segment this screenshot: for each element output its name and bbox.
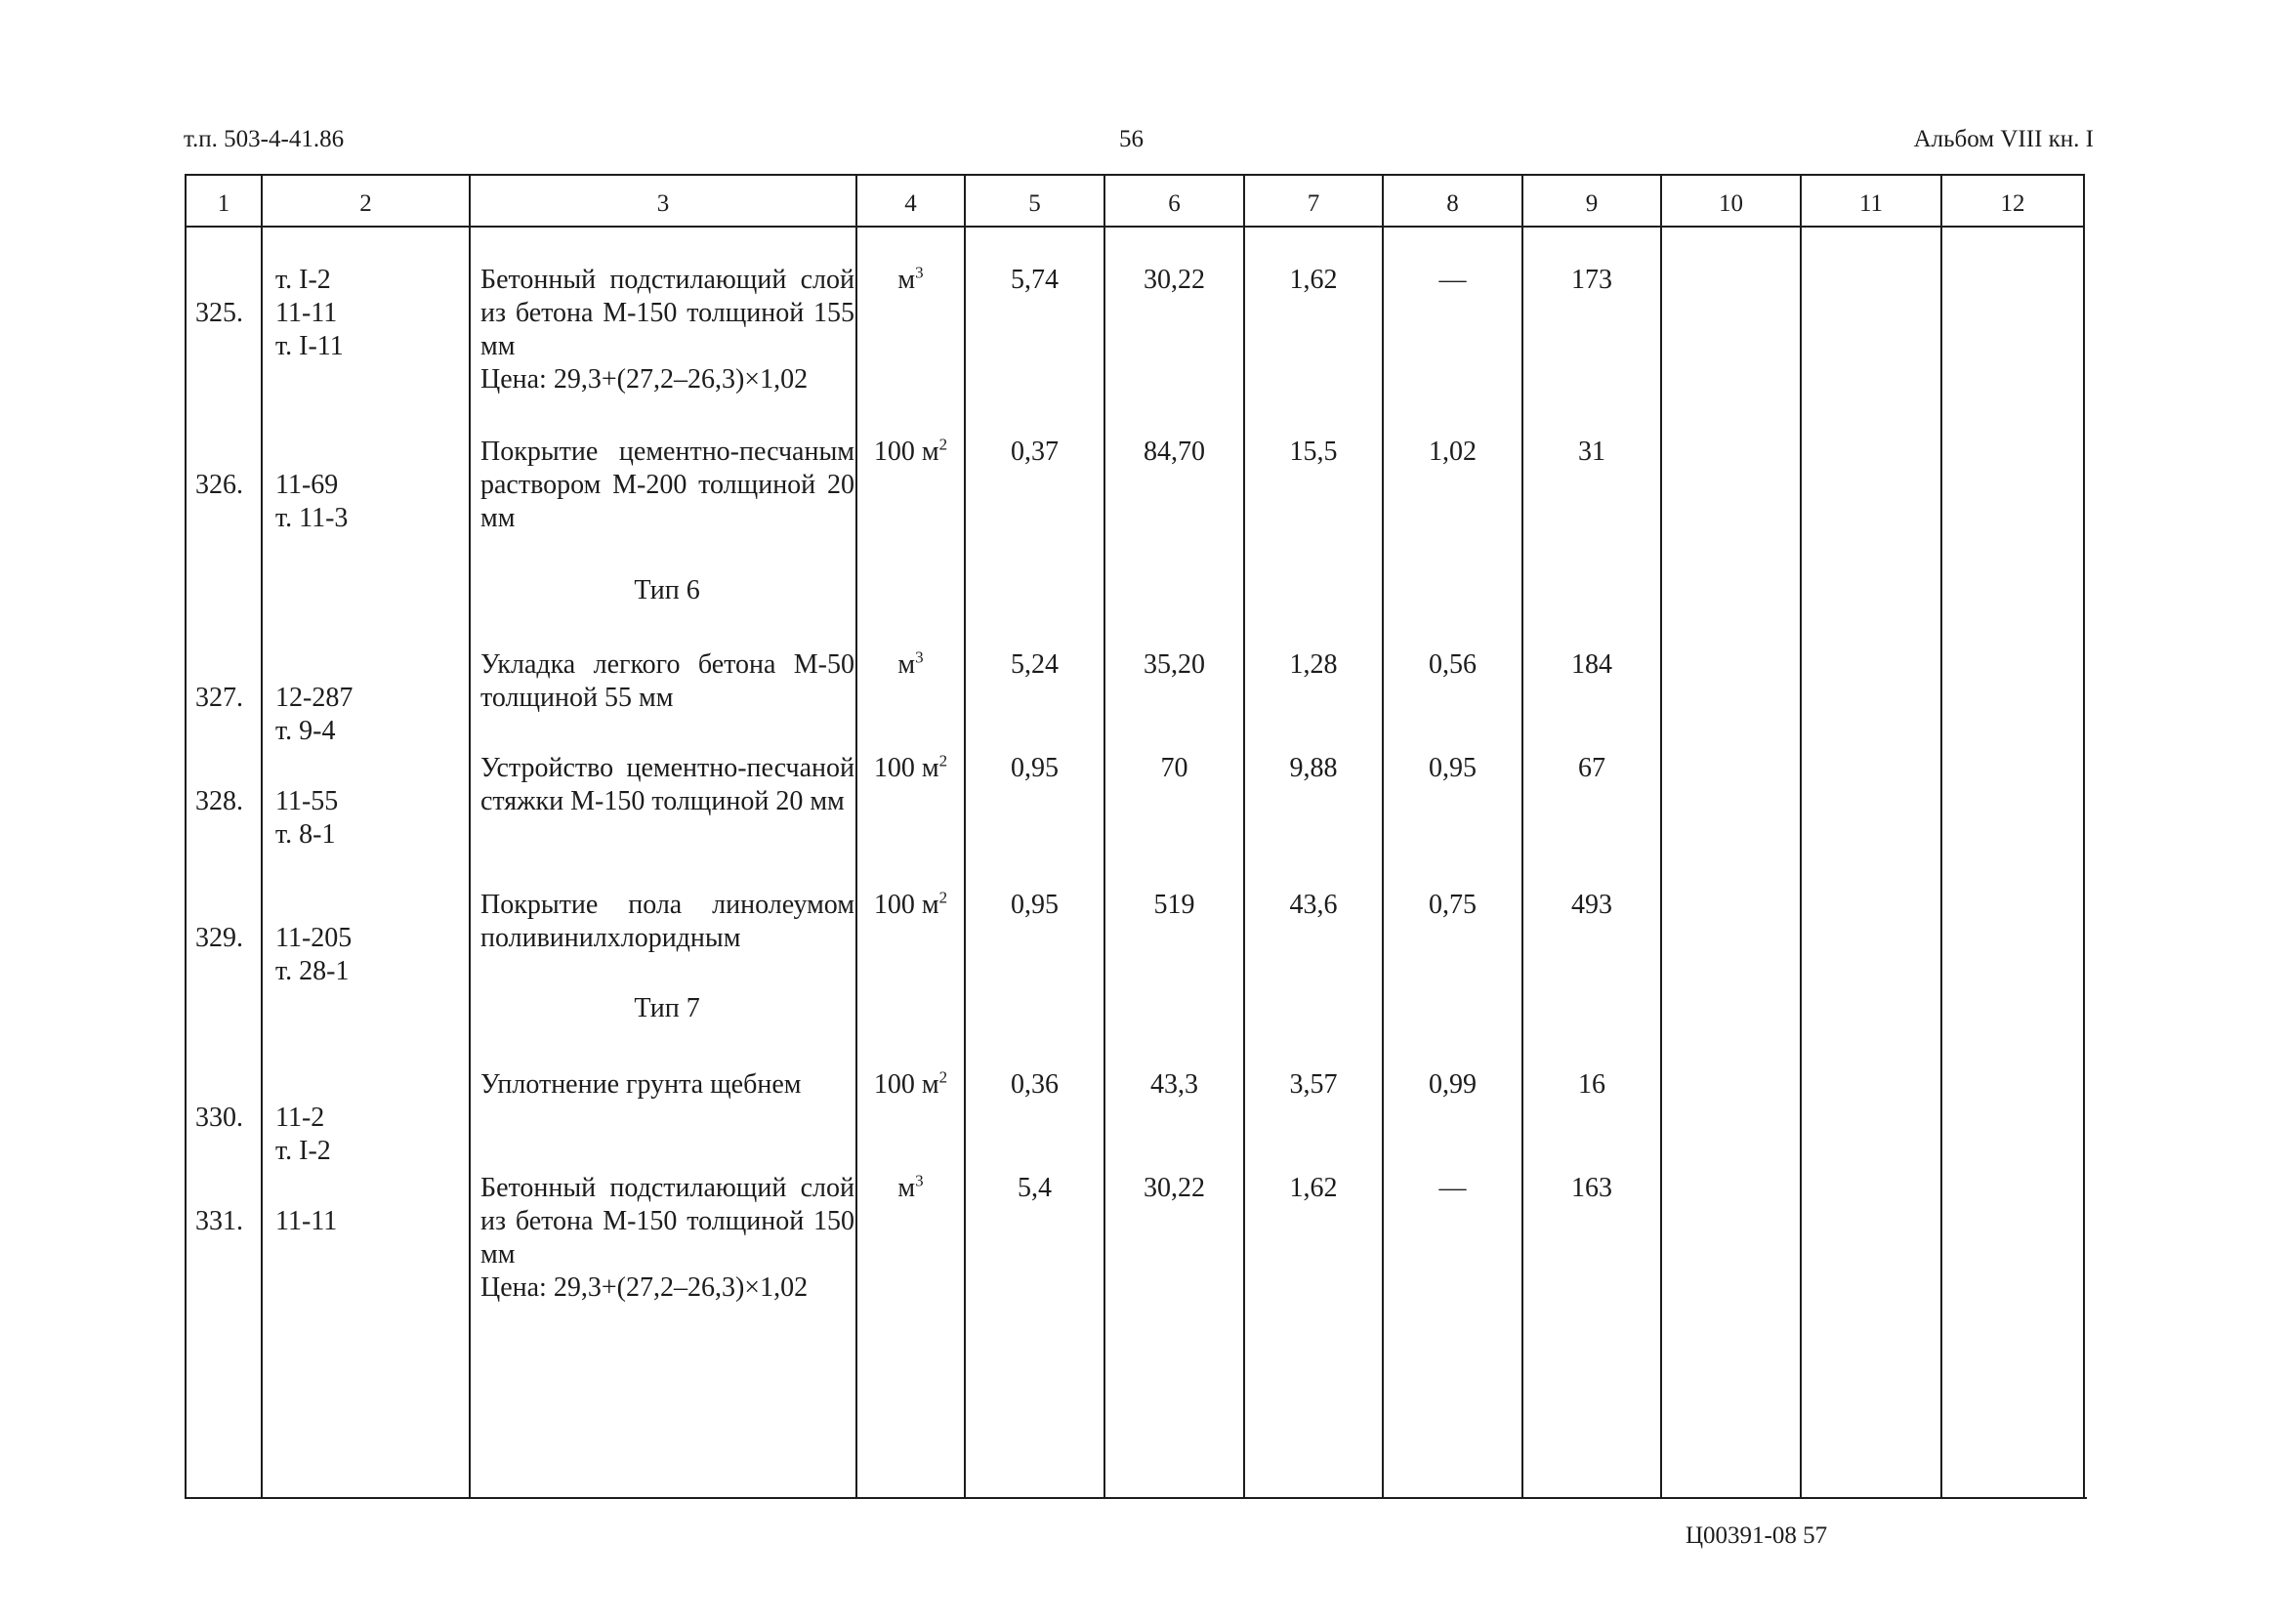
cell-col7: 15,5 — [1289, 437, 1338, 467]
cell-col9: 67 — [1578, 753, 1605, 783]
norm-code: т. 9-4 — [275, 716, 336, 746]
col-rule — [964, 174, 966, 1499]
work-description — [480, 264, 854, 396]
description-text: Устройство цементно-песчаной стяжки М-150 толщиной 20 мм — [480, 753, 854, 816]
cell-col5: 0,95 — [1011, 753, 1059, 783]
norm-code: т. 11-3 — [275, 503, 349, 533]
document-code: т.п. 503-4-41.86 — [184, 126, 345, 152]
col-rule — [1940, 174, 1942, 1499]
row-number: 326. — [195, 470, 243, 500]
price-formula: Цена: 29,3+(27,2–26,3)×1,02 — [480, 364, 809, 395]
cell-col6: 30,22 — [1144, 1173, 1205, 1203]
archive-code: Ц00391-08 57 — [1686, 1522, 1828, 1549]
cell-col6: 519 — [1153, 890, 1195, 920]
cell-col9: 173 — [1571, 265, 1612, 295]
norm-code: т. 8-1 — [275, 819, 336, 850]
unit: $м^3$ — [897, 1171, 924, 1203]
description-text: Покрытие пола линолеумом поливинилхлоридным — [480, 890, 854, 953]
col-rule — [1243, 174, 1245, 1499]
group-title-type7: Тип 7 — [634, 993, 700, 1023]
column-number: 4 — [904, 190, 917, 217]
row-number: 330. — [195, 1103, 243, 1133]
cell-col8: 0,56 — [1429, 649, 1477, 680]
price-formula: Цена: 29,3+(27,2–26,3)×1,02 — [480, 1272, 809, 1303]
col-rule — [1521, 174, 1523, 1499]
cell-col8: 1,02 — [1429, 437, 1477, 467]
norm-code: 12-287 — [275, 683, 354, 713]
cell-col6: 70 — [1160, 753, 1188, 783]
column-number: 3 — [656, 190, 670, 217]
column-number: 1 — [217, 190, 230, 217]
cell-col7: 3,57 — [1289, 1069, 1338, 1100]
col-rule — [1382, 174, 1384, 1499]
group-title-type6: Тип 6 — [634, 575, 700, 605]
norm-code: т. I-2 — [275, 265, 331, 295]
work-description — [480, 1172, 854, 1305]
description-text: Укладка легкого бетона М-50 толщиной 55 мм — [480, 649, 854, 713]
cell-col8: 0,95 — [1429, 753, 1477, 783]
column-number: 9 — [1585, 190, 1599, 217]
column-number: 10 — [1719, 190, 1743, 217]
cell-col8: 0,75 — [1429, 890, 1477, 920]
unit: 100 $м^2$ — [873, 751, 948, 783]
cell-col8: — — [1438, 1173, 1467, 1203]
col-rule — [261, 174, 263, 1499]
cell-col5: 0,95 — [1011, 890, 1059, 920]
cell-col9: 493 — [1571, 890, 1612, 920]
work-description — [480, 436, 854, 535]
column-number: 12 — [2000, 190, 2025, 217]
cell-col6: 35,20 — [1144, 649, 1205, 680]
norm-code: 11-11 — [275, 298, 338, 328]
cell-col9: 184 — [1571, 649, 1612, 680]
row-number: 327. — [195, 683, 243, 713]
cell-col7: 1,62 — [1289, 1173, 1338, 1203]
work-description — [480, 889, 854, 955]
table-bottom-rule — [187, 1497, 2087, 1499]
norm-code: т. 28-1 — [275, 956, 350, 986]
cell-col6: 84,70 — [1144, 437, 1205, 467]
col-rule — [2083, 174, 2085, 1499]
column-number: 5 — [1028, 190, 1041, 217]
work-description — [480, 1068, 854, 1102]
cell-col9: 31 — [1578, 437, 1605, 467]
cell-col7: 43,6 — [1289, 890, 1338, 920]
album-label: Альбом VIII кн. I — [1913, 126, 2094, 152]
col-rule — [469, 174, 471, 1499]
norm-code: 11-205 — [275, 923, 353, 953]
unit: 100 $м^2$ — [873, 888, 948, 920]
cell-col5: 0,36 — [1011, 1069, 1059, 1100]
row-number: 331. — [195, 1206, 243, 1236]
column-number: 2 — [359, 190, 372, 217]
cell-col6: 43,3 — [1150, 1069, 1198, 1100]
description-text: Бетонный подстилающий слой из бетона М-150 толщиной 150 мм — [480, 1173, 854, 1270]
col-rule — [1800, 174, 1802, 1499]
cell-col8: — — [1438, 265, 1467, 295]
description-text: Покрытие цементно-песчаным раствором М-200 толщиной 20 мм — [480, 437, 854, 533]
cell-col7: 1,62 — [1289, 265, 1338, 295]
col-rule — [855, 174, 857, 1499]
cell-col7: 9,88 — [1289, 753, 1338, 783]
description-text: Уплотнение грунта щебнем — [480, 1069, 802, 1100]
norm-code: т. I-11 — [275, 331, 344, 361]
work-description — [480, 752, 854, 818]
row-number: 328. — [195, 786, 243, 816]
unit: 100 $м^2$ — [873, 1067, 948, 1100]
cell-col9: 163 — [1571, 1173, 1612, 1203]
norm-code: 11-2 — [275, 1103, 325, 1133]
column-number: 8 — [1446, 190, 1459, 217]
norm-code: 11-55 — [275, 786, 339, 816]
unit: 100 $м^2$ — [873, 435, 948, 467]
cell-col6: 30,22 — [1144, 265, 1205, 295]
column-number: 11 — [1858, 190, 1884, 217]
unit: $м^3$ — [897, 263, 924, 295]
col-rule — [1660, 174, 1662, 1499]
work-description — [480, 648, 854, 715]
unit: $м^3$ — [897, 647, 924, 680]
norm-code: 11-11 — [275, 1206, 338, 1236]
column-number: 7 — [1307, 190, 1320, 217]
cell-col5: 5,4 — [1018, 1173, 1052, 1203]
norm-code: 11-69 — [275, 470, 339, 500]
col-rule — [1103, 174, 1105, 1499]
cell-col8: 0,99 — [1429, 1069, 1477, 1100]
page-number: 56 — [1119, 126, 1144, 152]
col-rule — [185, 174, 187, 1499]
column-number: 6 — [1168, 190, 1181, 217]
norm-code: т. I-2 — [275, 1136, 331, 1166]
cell-col5: 5,74 — [1011, 265, 1059, 295]
cell-col5: 0,37 — [1011, 437, 1059, 467]
row-number: 325. — [195, 298, 243, 328]
description-text: Бетонный подстилающий слой из бетона М-150 толщиной 155 мм — [480, 265, 854, 361]
row-number: 329. — [195, 923, 243, 953]
cell-col5: 5,24 — [1011, 649, 1059, 680]
cell-col7: 1,28 — [1289, 649, 1338, 680]
cell-col9: 16 — [1578, 1069, 1605, 1100]
